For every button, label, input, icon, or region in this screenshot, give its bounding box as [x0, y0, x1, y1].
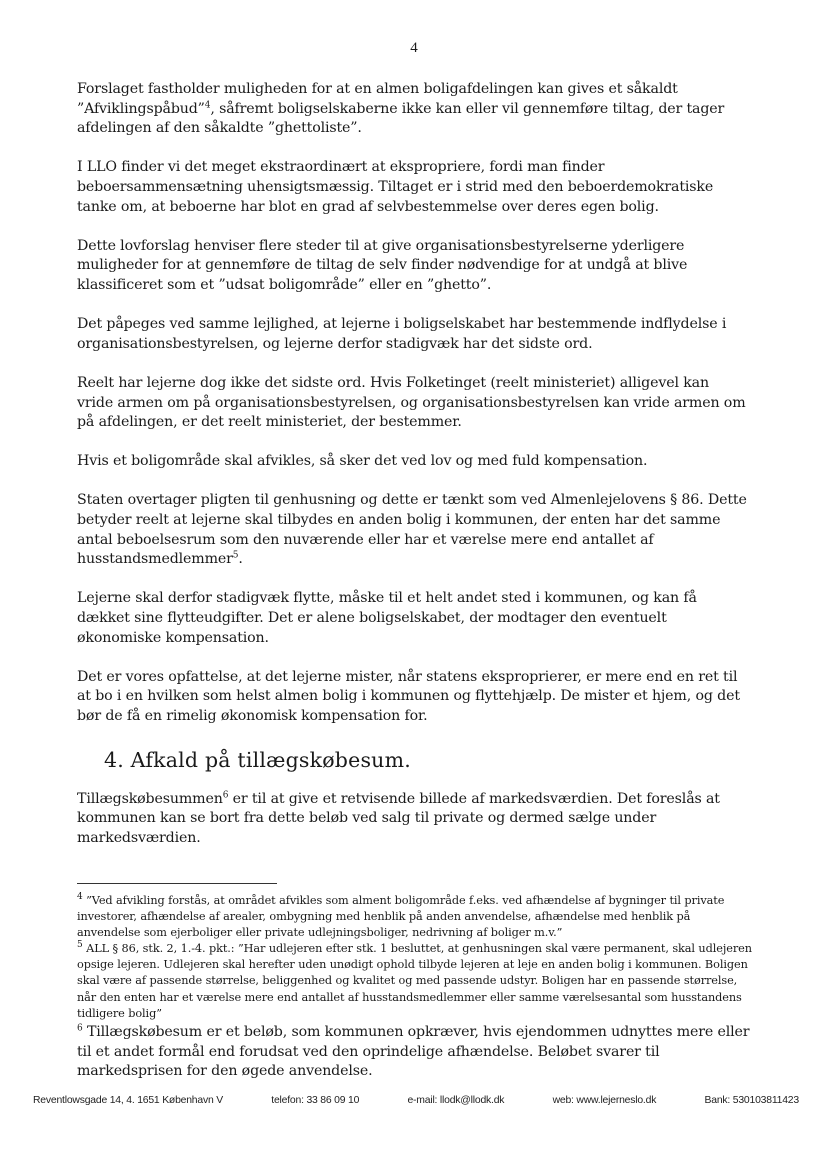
footnotes: [77, 893, 757, 1082]
paragraph-afviklingspaabud: Forslaget fastholder muligheden for at en almen boligafdelingen kan gives et såkaldt ”Afviklingspåbud”$^4$, såfremt boligselskaberne ikke kan eller vil gennemføre tiltag, der tager afdelingen af den såkaldte ”ghettoliste”.: [77, 81, 725, 137]
paragraph-kompensation: Hvis et boligområde skal afvikles, så sker det ved lov og med fuld kompensation.: [77, 453, 648, 470]
section-heading: 4. Afkald på tillægskøbesum.: [104, 747, 411, 772]
footnote-4: $^4$ ”Ved afvikling forstås, at området afvikles som alment boligområde f.eks. ved afhændelse af bygninger til private investorer, afhændelse af arealer, ombygning med henblik på anden anvendelse, afhændelse med henblik på anvendelse som ejerboliger eller private udlejningsboliger, nedrivning af boliger m.v.”: [77, 892, 725, 940]
paragraph-sidste-ord: Reelt har lejerne dog ikke det sidste ord. Hvis Folketinget (reelt ministeriet) alligevel kan vride armen om på organisationsbestyrelsen, og organisationsbestyrelsen kan vride armen om på afdelingen, er det reelt ministeriet, der bestemmer.: [77, 374, 746, 431]
footnote-ref-4: 4: [204, 99, 211, 110]
footnote-ref-6: 6: [222, 789, 229, 800]
paragraph-lovforslag: Dette lovforslag henviser flere steder til at give organisationsbestyrelserne yderligere muligheder for at gennemføre de tiltag de selv finder nødvendige for at undgå at blive klassificeret som et ”udsat boligområde” eller en ”ghetto”.: [77, 237, 688, 293]
footer-address: Reventlowsgade 14, 4. 1651 København V: [33, 1095, 223, 1106]
paragraph-indflydelse: Det påpeges ved samme lejlighed, at lejerne i boligselskabet har bestemmende indflydelse i organisationsbestyrelsen, og lejerne derfor stadigvæk har det sidste ord.: [77, 316, 727, 352]
footnote-divider: [77, 883, 277, 884]
footer-bank: Bank: 530103811423: [704, 1095, 799, 1106]
footer-web: web: www.lejerneslo.dk: [552, 1095, 657, 1106]
paragraph-opfattelse: Det er vores opfattelse, at det lejerne mister, når statens eksproprierer, er mere end en ret til at bo i en hvilken som helst almen bolig i kommunen og flyttehjælp. De mister et hjem, og det bør de få en rimelig økonomisk kompensation for.: [77, 668, 740, 724]
page-number: 4: [410, 40, 418, 56]
footnote-ref-5: 5: [232, 550, 239, 561]
footer-email: e-mail: llodk@llodk.dk: [407, 1095, 505, 1106]
paragraph-genhusning: Staten overtager pligten til genhusning og dette er tænkt som ved Almenlejelovens § 86. Dette betyder reelt at lejerne skal tilbydes en anden bolig i kommunen, der enten har det samme antal beboelsesrum som den nuværende eller har et værelse mere end antallet af husstandsmedlemmer$^5$.: [77, 492, 747, 568]
footer-phone: telefon: 33 86 09 10: [271, 1095, 360, 1106]
page-footer: [33, 1095, 799, 1106]
paragraph-flytte: Lejerne skal derfor stadigvæk flytte, måske til et helt andet sted i kommunen, og kan få dækket sine flytteudgifter. Det er alene boligselskabet, der modtager den eventuelt økonomiske kompensation.: [77, 590, 697, 646]
paragraph-tillaegskoebesum: Tillægskøbesummen$^6$ er til at give et retvisende billede af markedsværdien. Det foreslås at kommunen kan se bort fra dette beløb ved salg til private og dermed sælge under markedsværdien.: [77, 789, 720, 846]
footnote-5: $^5$ ALL § 86, stk. 2, 1.-4. pkt.: ”Har udlejeren efter stk. 1 besluttet, at genhusningen skal være permanent, skal udlejeren opsige lejeren. Udlejeren skal herefter uden unødigt ophold tilbyde lejeren at leje en anden bolig i kommunen. Boligen skal være af passende størrelse, beliggenhed og kvalitet og med passende udstyr. Boligen har en passende størrelse, når den enten har et værelse mere end antallet af husstandsmedlemmer eller samme værelsesantal som husstandens tidligere bolig”: [77, 940, 752, 1020]
footnote-6: $^6$ Tillægskøbesum er et beløb, som kommunen opkræver, hvis ejendommen udnyttes mere eller til et andet formål end forudsat ved den oprindelige afhændelse. Beløbet svarer til markedsprisen for den øgede anvendelse.: [77, 1023, 750, 1080]
paragraph-llo-opinion: I LLO finder vi det meget ekstraordinært at ekspropriere, fordi man finder beboersammensætning uhensigtsmæssig. Tiltaget er i strid med den beboerdemokratiske tanke om, at beboerne har blot en grad af selvbestemmelse over deres egen bolig.: [77, 159, 714, 215]
document-body: [77, 80, 749, 848]
